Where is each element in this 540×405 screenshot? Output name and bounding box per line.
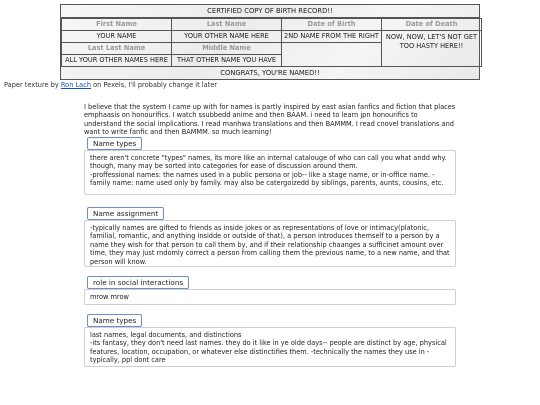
section-label: role in social interactions: [87, 276, 189, 289]
first-name-value: YOUR NAME: [62, 31, 172, 43]
date-of-birth-value: 2ND NAME FROM THE RIGHT: [282, 31, 382, 43]
birth-record: [60, 4, 480, 80]
texture-credit: [4, 81, 217, 89]
section-label: Name assignment: [87, 207, 164, 220]
section-label: Name types: [87, 137, 142, 150]
record-footer: CONGRATS, YOU'RE NAMED!!: [61, 66, 479, 79]
record-title: CERTIFIED COPY OF BIRTH RECORD!!: [61, 5, 479, 18]
middle-name-value: THAT OTHER NAME YOU HAVE: [172, 55, 282, 67]
credit-prefix: Paper texture by: [4, 81, 59, 89]
first-name-header: First Name: [62, 19, 172, 31]
record-table: [61, 18, 482, 67]
empty-cell: [282, 43, 382, 67]
last-name-header: Last Name: [172, 19, 282, 31]
date-of-birth-header: Date of Birth: [282, 19, 382, 31]
last-last-name-value: ALL YOUR OTHER NAMES HERE: [62, 55, 172, 67]
section-body: -typically names are gifted to friends as inside jokes or as representations of love or intimacy(platonic, familial, romantic, and anything insidde or outside of that), a person introduces themself to a person by a name they wish for that person to call them by, and if their relationship chaanges a sufficinet amount over time, they may just rndomly correct a person from calling them the previous name, to a new name, and that person will know.: [84, 220, 456, 267]
section-body: there aren't concrete "types" names, its more like an internal catalouge of who can call you what andd why. though, many may be sorted into categories for ease of discussion around them. -proffessional names: the names used in a public persona or job-- like a stage name, or in-office name. -family name: name used only by family. may also be catergoizedd by siblings, parents, aunts, cousins, etc.: [84, 150, 456, 195]
middle-name-header: Middle Name: [172, 43, 282, 55]
date-of-death-value: NOW, NOW, LET'S NOT GET TOO HASTY HERE!!: [382, 31, 482, 67]
intro-paragraph: I believe that the system I came up with for names is partly inspired by east asian fanfics and fiction that places emphaasis on honourifics. I watch ssubbedd anime and then BAAM. i need to learn jpn honourifics to understand the social implications. I read manhwa translations and then BAMMM. I read cnovel translations and want to write fanfic and then BAMMM. so much learning!: [84, 103, 456, 137]
last-last-name-header: Last Last Name: [62, 43, 172, 55]
last-name-value: YOUR OTHER NAME HERE: [172, 31, 282, 43]
date-of-death-header: Date of Death: [382, 19, 482, 31]
section-label: Name types: [87, 314, 142, 327]
section-body: mrow mrow: [84, 289, 456, 305]
section-body: last names, legal documents, and distinctions -its fantasy, they don't need last names. they do it like in ye olde days-- people are distinct by age, physical features, location, occupation, or whatever else distinctifies them. -technically the names they use in -typically, ppl dont care: [84, 327, 456, 367]
credit-suffix: on Pexels, I'll probably change it later: [93, 81, 217, 89]
credit-author-link[interactable]: Ron Lach: [60, 81, 92, 89]
